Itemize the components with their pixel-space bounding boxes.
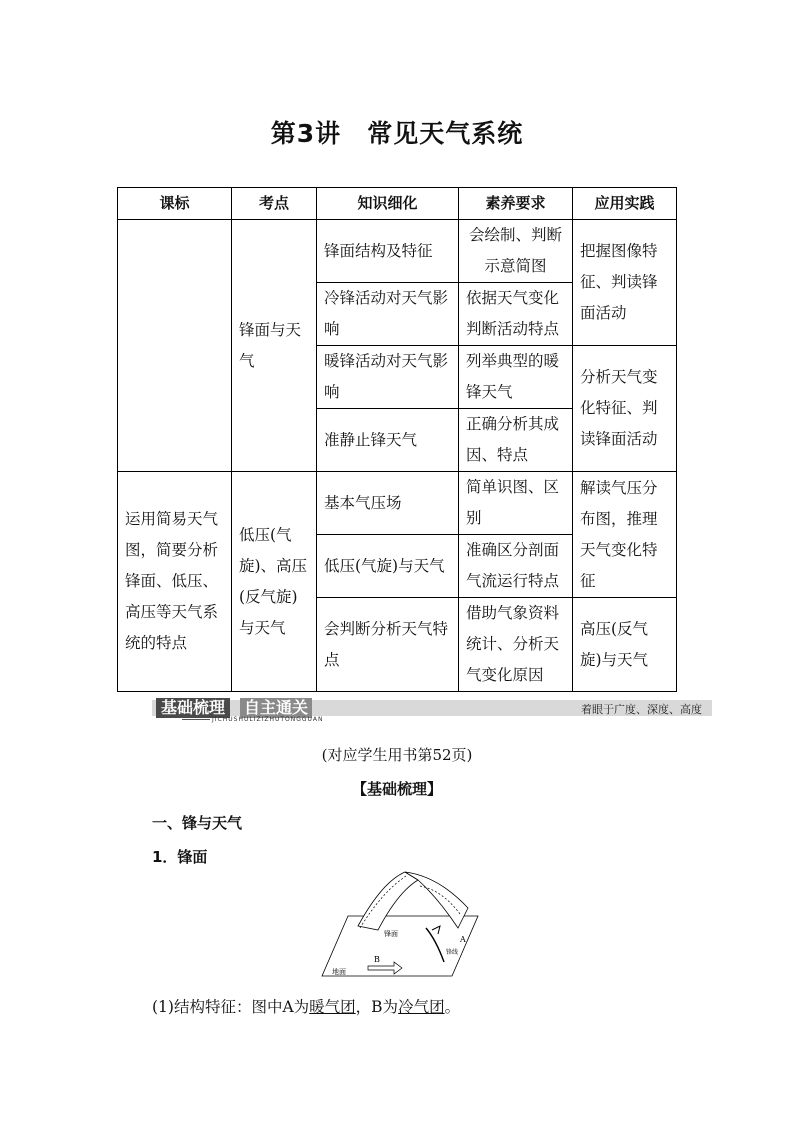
para-mid: ，B为 <box>355 998 399 1016</box>
banner-motto: 着眼于广度、深度、高度 <box>581 703 702 716</box>
banner-divider <box>182 719 210 720</box>
front-diagram <box>320 868 480 984</box>
section-banner <box>152 698 712 723</box>
subsection-heading: 1．锋面 <box>152 848 208 866</box>
lecture-name: 常见天气系统 <box>367 119 524 148</box>
literacy-cell: 列举典型的暖锋天气 <box>459 346 573 409</box>
label-b: B <box>374 955 380 964</box>
label-front: 锋面 <box>384 930 398 938</box>
banner-label-self: 自主通关 <box>240 698 312 718</box>
table-row <box>118 472 677 535</box>
subheading: 【基础梳理】 <box>351 780 442 798</box>
answer-cold: 冷气团 <box>398 998 445 1016</box>
literacy-cell: 依据天气变化判断活动特点 <box>459 283 573 346</box>
literacy-cell: 正确分析其成因、特点 <box>459 409 573 472</box>
book-reference: (对应学生用书第52页) <box>321 746 473 764</box>
topic-cell: 低压(气旋)、高压(反气旋)与天气 <box>232 472 317 692</box>
literacy-cell: 借助气象资料统计、分析天气变化原因 <box>459 598 573 692</box>
detail-cell: 冷锋活动对天气影响 <box>317 283 459 346</box>
para-prefix: (1)结构特征：图中A为 <box>152 998 310 1016</box>
header-cell: 应用实践 <box>573 188 677 220</box>
header-cell: 素养要求 <box>459 188 573 220</box>
answer-warm: 暖气团 <box>309 998 356 1016</box>
structure-paragraph <box>152 995 460 1017</box>
practice-cell: 分析天气变化特征、判读锋面活动 <box>573 346 677 472</box>
header-cell: 考点 <box>232 188 317 220</box>
literacy-cell: 准确区分剖面气流运行特点 <box>459 535 573 598</box>
banner-pinyin: JICHUSHULIZIZHUTONGGUAN <box>212 716 324 723</box>
practice-cell: 解读气压分布图，推理天气变化特征 <box>573 472 677 598</box>
detail-cell: 基本气压场 <box>317 472 459 535</box>
detail-cell: 准静止锋天气 <box>317 409 459 472</box>
label-front-line: 锋线 <box>446 949 459 956</box>
para-end: 。 <box>444 998 461 1016</box>
label-ground: 地面 <box>332 968 346 976</box>
detail-cell: 暖锋活动对天气影响 <box>317 346 459 409</box>
section-heading: 一、锋与天气 <box>152 814 243 832</box>
standard-cell-empty <box>118 220 232 472</box>
detail-cell: 锋面结构及特征 <box>317 220 459 283</box>
lecture-number: 第3讲 <box>270 119 342 148</box>
table-header-row <box>118 188 677 220</box>
practice-cell: 把握图像特征、判读锋面活动 <box>573 220 677 346</box>
syllabus-table <box>117 187 677 692</box>
standard-cell: 运用简易天气图，简要分析锋面、低压、高压等天气系统的特点 <box>118 472 232 692</box>
topic-cell: 锋面与天气 <box>232 220 317 472</box>
page-title <box>0 114 794 150</box>
detail-cell: 会判断分析天气特点 <box>317 598 459 692</box>
header-cell: 知识细化 <box>317 188 459 220</box>
literacy-cell: 简单识图、区别 <box>459 472 573 535</box>
label-a: A <box>460 935 466 944</box>
header-cell: 课标 <box>118 188 232 220</box>
practice-cell: 高压(反气旋)与天气 <box>573 598 677 692</box>
banner-label-basic: 基础梳理 <box>156 698 230 718</box>
literacy-cell: 会绘制、判断示意简图 <box>459 220 573 283</box>
table-row <box>118 220 677 283</box>
detail-cell: 低压(气旋)与天气 <box>317 535 459 598</box>
